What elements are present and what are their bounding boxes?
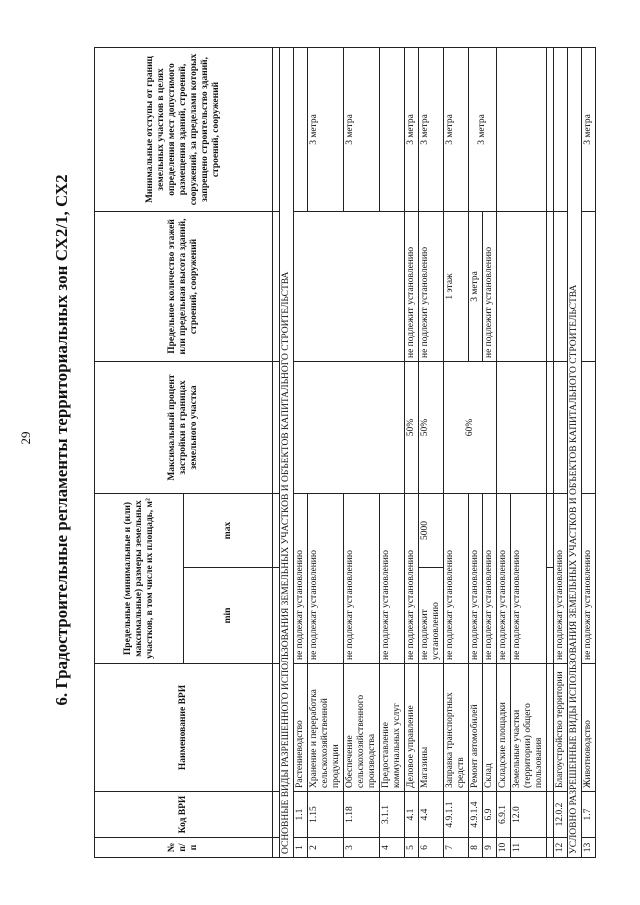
row-size: не подлежат установлению bbox=[308, 494, 344, 664]
row-floors: не подлежит установлению bbox=[483, 212, 497, 362]
row-code: 4.9.1.1 bbox=[444, 792, 469, 838]
row-percent: 60% bbox=[444, 362, 497, 494]
row-num: 5 bbox=[405, 838, 419, 858]
row-code: 6.9 bbox=[483, 792, 497, 838]
row-name: Заправка транспортных средств bbox=[444, 664, 469, 792]
header-max: max bbox=[184, 494, 273, 568]
row-num: 3 bbox=[344, 838, 380, 858]
regulations-table bbox=[94, 47, 596, 858]
table-spacer bbox=[547, 48, 554, 858]
header-setback: Минимальные отступы от границ земельных участков в целях определения мест допустимого размещения зданий, строений, сооружений, за пределами которых запрещено строительство зданий, строений, сооружений bbox=[95, 48, 273, 212]
row-code: 3.1.1 bbox=[380, 792, 405, 838]
row-code: 12.0 bbox=[511, 792, 547, 838]
table-row bbox=[554, 48, 568, 858]
table-row bbox=[444, 48, 469, 858]
row-num: 1 bbox=[294, 838, 308, 858]
row-size: не подлежат установлению bbox=[380, 494, 405, 664]
row-code: 4.9.1.4 bbox=[469, 792, 483, 838]
row-percent: 50% bbox=[405, 362, 419, 494]
section-row-conditional bbox=[568, 48, 582, 858]
row-percent: 50% bbox=[419, 362, 444, 494]
row-num: 11 bbox=[511, 838, 547, 858]
row-num: 13 bbox=[582, 838, 596, 858]
regulations-table-rotated bbox=[94, 48, 593, 858]
row-size: не подлежат установлению bbox=[483, 494, 497, 664]
row-setback-empty bbox=[380, 48, 405, 212]
row-size: не подлежат установлению bbox=[444, 494, 469, 664]
header-percent: Максимальный процент застройки в границах земельного участка bbox=[95, 362, 273, 494]
row-code: 12.0.2 bbox=[554, 792, 568, 838]
row-size: не подлежат установлению bbox=[497, 494, 511, 664]
row-setback: 3 метра bbox=[582, 48, 596, 212]
row-size: не подлежат установлению bbox=[405, 494, 419, 664]
header-code: Код ВРИ bbox=[95, 792, 273, 838]
header-floors: Предельное количество этажей или предельная высота зданий, строений, сооружений bbox=[95, 212, 273, 362]
row-setback-empty bbox=[497, 48, 547, 212]
row-name: Магазины bbox=[419, 664, 444, 792]
row-num: 12 bbox=[554, 838, 568, 858]
row-name: Ремонт автомобилей bbox=[469, 664, 483, 792]
row-num: 2 bbox=[308, 838, 344, 858]
row-setback-empty bbox=[294, 48, 308, 212]
row-num: 10 bbox=[497, 838, 511, 858]
row-setback: 3 метра bbox=[344, 48, 380, 212]
table-spacer bbox=[273, 48, 280, 858]
row-size: не подлежат установлению bbox=[469, 494, 483, 664]
row-floors: 3 метра bbox=[469, 212, 483, 362]
row-code: 1.18 bbox=[344, 792, 380, 838]
table-row bbox=[497, 48, 511, 858]
page-title: 6. Градостроительные регламенты территориальных зон СХ2/1, СХ2 bbox=[52, 174, 71, 706]
header-size: Предельные (минимальные и (или) максимальные) размеры земельных участков, в том числе их площадь, м² bbox=[95, 494, 184, 664]
row-size: не подлежат установлению bbox=[582, 494, 596, 664]
row-size: не подлежат установлению bbox=[511, 494, 547, 664]
row-name: Растениеводство bbox=[294, 664, 308, 792]
row-min: не подлежит установлению bbox=[419, 568, 444, 664]
header-name: Наименование ВРИ bbox=[95, 664, 273, 792]
row-floors-empty bbox=[554, 212, 568, 362]
row-name: Хранение и переработка сельскохозяйственной продукции bbox=[308, 664, 344, 792]
row-max: 5000 bbox=[419, 494, 444, 568]
section-row-main bbox=[280, 48, 294, 858]
row-code: 4.4 bbox=[419, 792, 444, 838]
row-percent-empty bbox=[294, 362, 405, 494]
row-name: Склад bbox=[483, 664, 497, 792]
row-code: 1.7 bbox=[582, 792, 596, 838]
row-floors: не подлежит установлению bbox=[419, 212, 444, 362]
section-main: ОСНОВНЫЕ ВИДЫ РАЗРЕШЕННОГО ИСПОЛЬЗОВАНИЯ ЗЕМЕЛЬНЫХ УЧАСТКОВ И ОБЪЕКТОВ КАПИТАЛЬНОГО СТРОИТЕЛЬСТВА bbox=[280, 48, 294, 858]
row-setback: 3 метра bbox=[444, 48, 469, 212]
row-name: Деловое управление bbox=[405, 664, 419, 792]
section-conditional: УСЛОВНО РАЗРЕШЕННЫЕ ВИДЫ ИСПОЛЬЗОВАНИЯ ЗЕМЕЛЬНЫХ УЧАСТКОВ И ОБЪЕКТОВ КАПИТАЛЬНОГО СТРОИТЕЛЬСТВА bbox=[568, 48, 582, 858]
row-name: Предоставление коммунальных услуг bbox=[380, 664, 405, 792]
row-name: Складские площадки bbox=[497, 664, 511, 792]
row-size: не подлежат установлению bbox=[294, 494, 308, 664]
row-floors: не подлежит установлению bbox=[405, 212, 419, 362]
row-size: не подлежат установлению bbox=[554, 494, 568, 664]
row-num: 6 bbox=[419, 838, 444, 858]
table-header-row bbox=[95, 48, 184, 858]
table-row bbox=[294, 48, 308, 858]
row-code: 6.9.1 bbox=[497, 792, 511, 838]
header-num: № п/п bbox=[95, 838, 273, 858]
row-num: 8 bbox=[469, 838, 483, 858]
row-percent-empty bbox=[497, 362, 547, 494]
row-setback: 3 метра bbox=[419, 48, 444, 212]
row-code: 4.1 bbox=[405, 792, 419, 838]
row-name: Обеспечение сельскохозяйственного производства bbox=[344, 664, 380, 792]
page-number: 29 bbox=[18, 431, 33, 445]
row-setback: 3 метра bbox=[469, 48, 497, 212]
row-setback: 3 метра bbox=[405, 48, 419, 212]
table-row bbox=[582, 48, 596, 858]
row-percent-empty bbox=[554, 362, 568, 494]
row-floors-empty bbox=[582, 212, 596, 362]
row-name: Земельные участки (территории) общего пользования bbox=[511, 664, 547, 792]
row-num: 9 bbox=[483, 838, 497, 858]
row-setback: 3 метра bbox=[308, 48, 344, 212]
row-num: 7 bbox=[444, 838, 469, 858]
row-floors-empty bbox=[294, 212, 405, 362]
table-row bbox=[405, 48, 419, 858]
row-percent-empty bbox=[582, 362, 596, 494]
row-setback-empty bbox=[554, 48, 568, 212]
row-code: 1.15 bbox=[308, 792, 344, 838]
row-num: 4 bbox=[380, 838, 405, 858]
row-size: не подлежат установлению bbox=[344, 494, 380, 664]
row-name: Животноводство bbox=[582, 664, 596, 792]
row-floors: 1 этаж bbox=[444, 212, 469, 362]
table-row bbox=[419, 48, 444, 858]
row-name: Благоустройство территории bbox=[554, 664, 568, 792]
row-floors-empty bbox=[497, 212, 547, 362]
row-code: 1.1 bbox=[294, 792, 308, 838]
header-min: min bbox=[184, 568, 273, 664]
